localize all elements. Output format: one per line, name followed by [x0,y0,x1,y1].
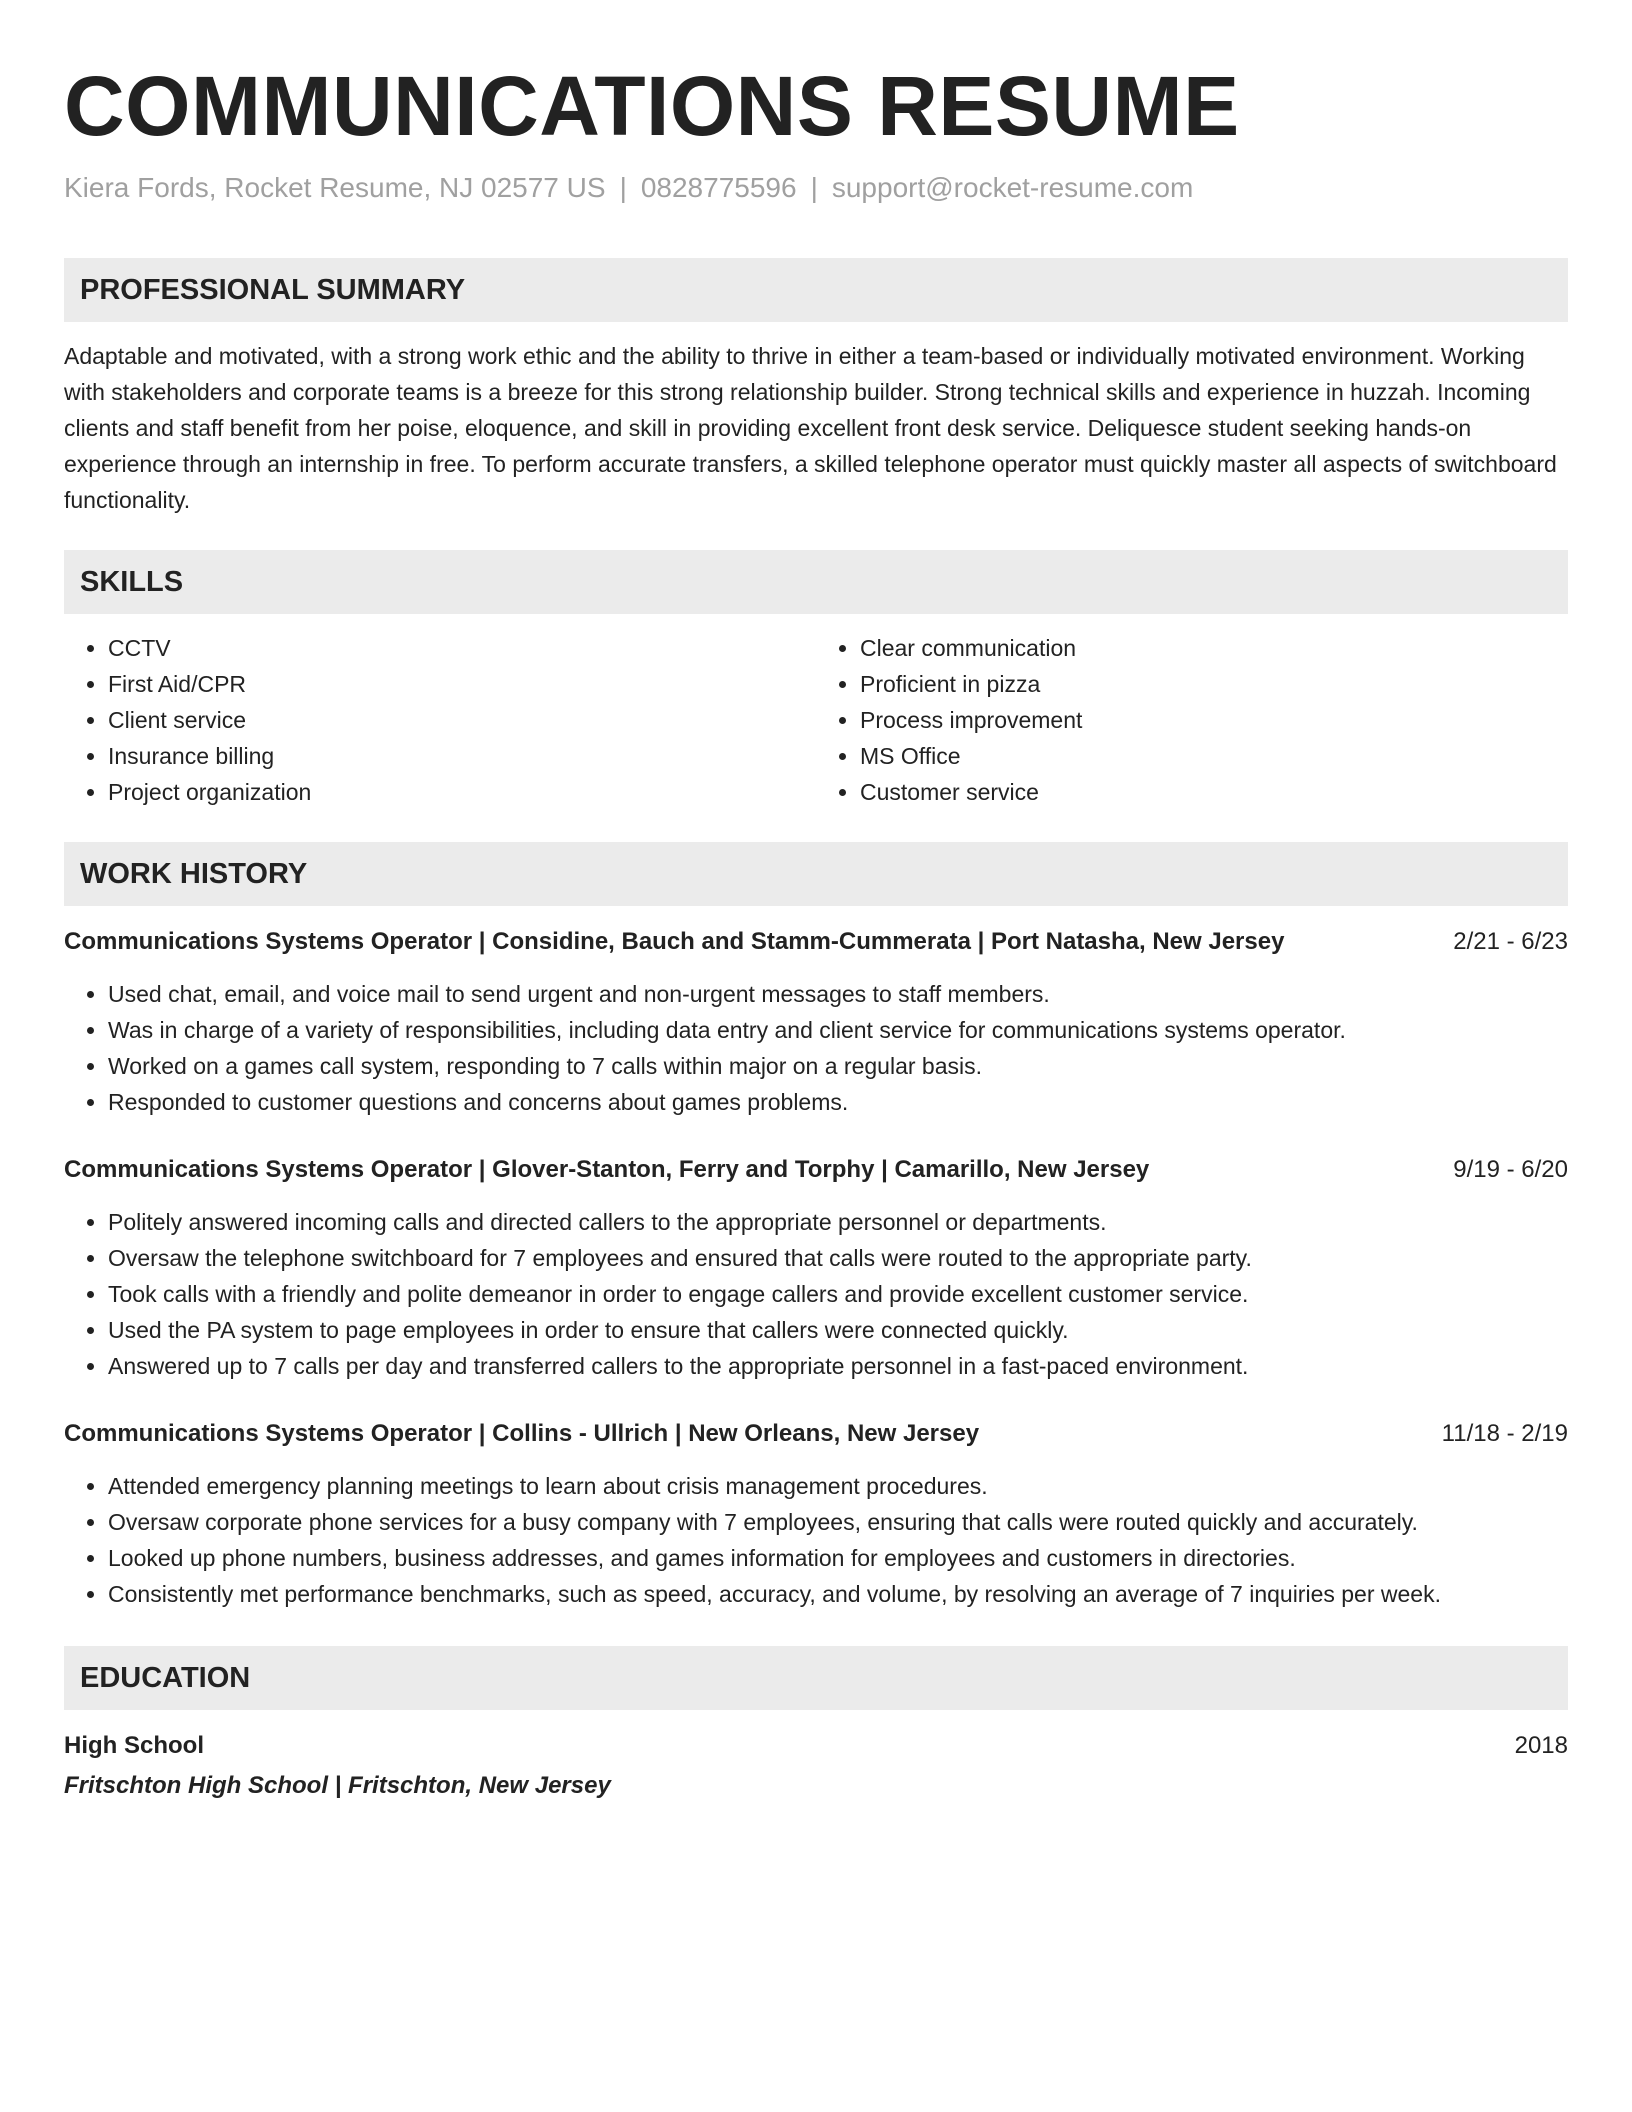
skill-item: • First Aid/CPR [108,666,816,702]
contact-line [64,170,1568,206]
job-entry [64,924,1568,1120]
skills-grid [64,630,1568,810]
education-school: Fritschton High School | Fritschton, New Jersey [64,1772,611,1799]
job-bullets [64,1468,1568,1612]
skill-item: • Process improvement [860,702,1568,738]
job-bullet: • Worked on a games call system, responding to 7 calls within major on a regular basis. [108,1048,1568,1084]
job-bullet: • Looked up phone numbers, business addresses, and games information for employees and customers in directories. [108,1540,1568,1576]
education-degree: High School [64,1732,204,1759]
education-year: 2018 [1514,1732,1568,1759]
resume-title: COMMUNICATIONS RESUME [64,59,1240,153]
job-heading-row [64,924,1568,960]
skill-item: • Proficient in pizza [860,666,1568,702]
job-bullet: • Took calls with a friendly and polite demeanor in order to engage callers and provide excellent customer service. [108,1276,1568,1312]
job-bullet: • Was in charge of a variety of responsibilities, including data entry and client service for communications systems operator. [108,1012,1568,1048]
skill-item: • Insurance billing [108,738,816,774]
job-heading-row [64,1152,1568,1188]
skills-column-left [64,630,816,810]
skill-item: • Customer service [860,774,1568,810]
skill-item: • MS Office [860,738,1568,774]
education-heading-row [64,1728,1568,1764]
job-bullet: • Responded to customer questions and concerns about games problems. [108,1084,1568,1120]
contact-email: support@rocket-resume.com [831,172,1194,203]
section-header-skills: SKILLS [64,550,1568,614]
job-bullet: • Politely answered incoming calls and directed callers to the appropriate personnel or departments. [108,1204,1568,1240]
job-heading-row [64,1416,1568,1452]
section-header-education: EDUCATION [64,1646,1568,1710]
contact-address: Kiera Fords, Rocket Resume, NJ 02577 US [64,172,606,203]
job-bullet: • Oversaw corporate phone services for a busy company with 7 employees, ensuring that calls were routed quickly and accurately. [108,1504,1568,1540]
job-bullet: • Used chat, email, and voice mail to send urgent and non-urgent messages to staff members. [108,976,1568,1012]
job-bullets [64,1204,1568,1384]
skill-item: • Clear communication [860,630,1568,666]
section-header-summary: PROFESSIONAL SUMMARY [64,258,1568,322]
job-entry [64,1416,1568,1612]
contact-phone: 0828775596 [640,172,797,203]
job-dates: 9/19 - 6/20 [1453,1156,1568,1183]
contact-separator: | [619,172,627,203]
skills-column-right [816,630,1568,810]
skill-item: • CCTV [108,630,816,666]
job-bullet: • Oversaw the telephone switchboard for 7 employees and ensured that calls were routed to the appropriate party. [108,1240,1568,1276]
job-title: Communications Systems Operator | Glover-Stanton, Ferry and Torphy | Camarillo, New Jersey [64,1156,1150,1183]
job-dates: 11/18 - 2/19 [1441,1420,1568,1447]
job-bullet: • Attended emergency planning meetings to learn about crisis management procedures. [108,1468,1568,1504]
skill-item: • Project organization [108,774,816,810]
summary-text: Adaptable and motivated, with a strong work ethic and the ability to thrive in either a team-based or individually motivated environment. Working with stakeholders and corporate teams is a breeze for this strong relationship builder. Strong technical skills and experience in huzzah. Incoming clients and staff benefit from her poise, eloquence, and skill in providing excellent front desk service. Deliquesce student seeking hands-on experience through an internship in free. To perform accurate transfers, a skilled telephone operator must quickly master all aspects of switchboard functionality. [64,343,1557,513]
section-header-work-history: WORK HISTORY [64,842,1568,906]
job-title: Communications Systems Operator | Considine, Bauch and Stamm-Cummerata | Port Natasha, New Jersey [64,928,1285,955]
job-bullet: • Used the PA system to page employees in order to ensure that callers were connected quickly. [108,1312,1568,1348]
contact-separator: | [810,172,818,203]
job-bullet: • Answered up to 7 calls per day and transferred callers to the appropriate personnel in a fast-paced environment. [108,1348,1568,1384]
job-title: Communications Systems Operator | Collins - Ullrich | New Orleans, New Jersey [64,1420,980,1447]
job-bullet: • Consistently met performance benchmarks, such as speed, accuracy, and volume, by resolving an average of 7 inquiries per week. [108,1576,1568,1612]
job-bullets [64,976,1568,1120]
job-dates: 2/21 - 6/23 [1453,928,1568,955]
job-entry [64,1152,1568,1384]
skill-item: • Client service [108,702,816,738]
